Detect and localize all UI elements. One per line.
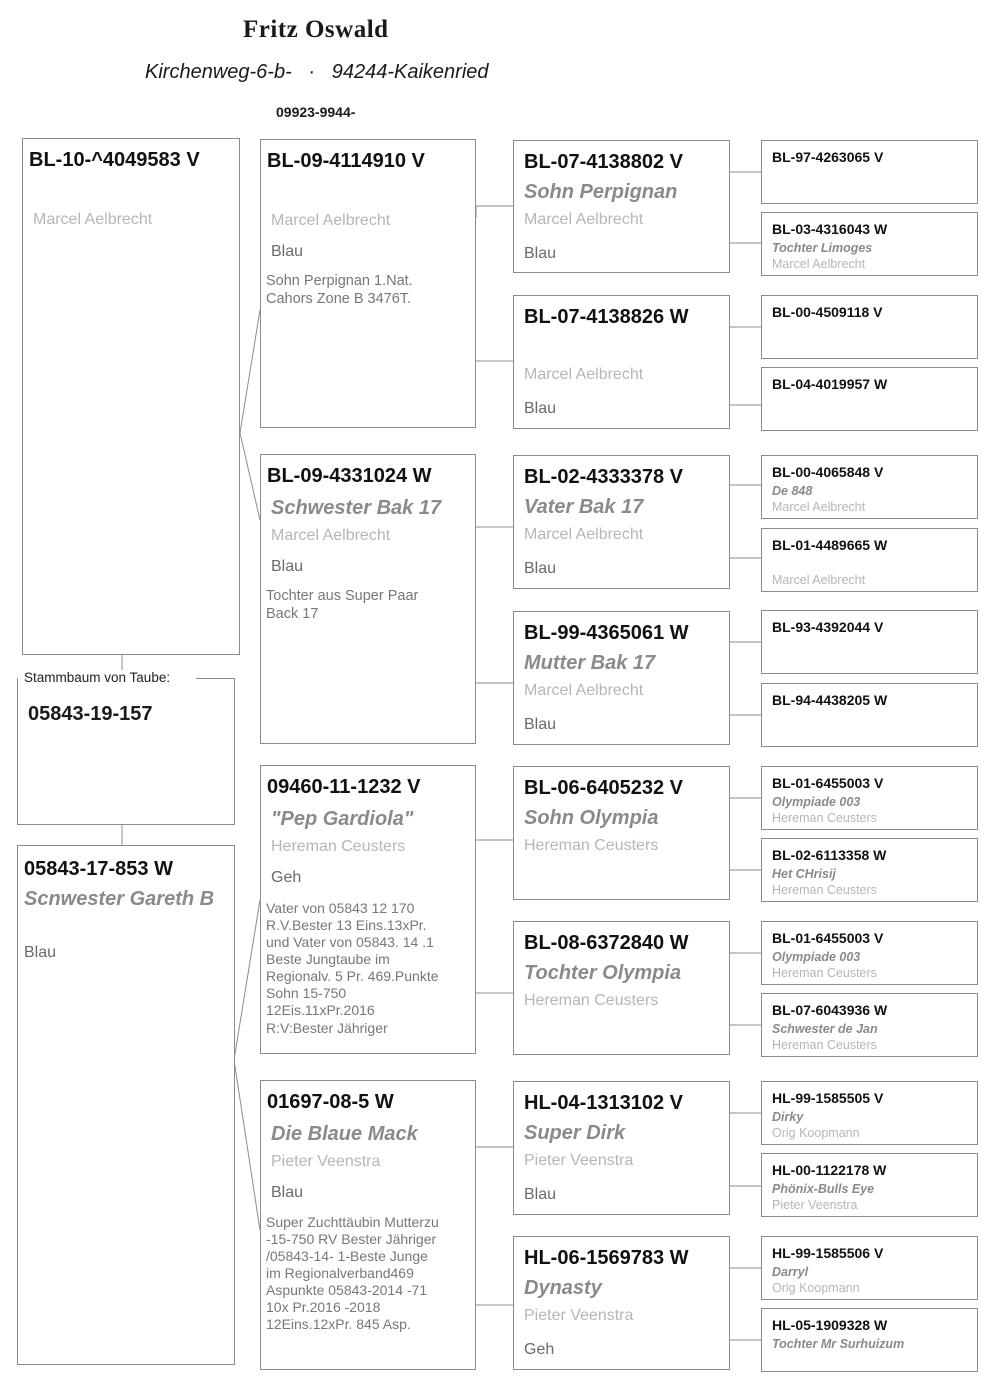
grandparent-breeder: Marcel Aelbrecht [271,527,391,544]
great-grandparent-name: Sohn Olympia [524,807,659,829]
grandparent-card [260,454,476,744]
owner-name: Fritz Oswald [243,16,389,43]
ancestor-breeder: Orig Koopmann [772,1126,860,1140]
ancestor-card [761,838,978,902]
ancestor-card [761,1153,978,1217]
ancestor-breeder: Marcel Aelbrecht [772,500,866,514]
ancestor-name: Darryl [772,1265,809,1279]
grandparent-breeder: Hereman Ceusters [271,838,406,855]
great-grandparent-name: Vater Bak 17 [524,496,644,518]
ancestor-name: De 848 [772,484,813,498]
ancestor-ring-number: HL-05-1909328 W [772,1317,888,1333]
great-grandparent-color: Blau [524,245,557,262]
ancestor-card [761,295,978,359]
great-grandparent-ring-number: HL-04-1313102 V [524,1092,683,1114]
ancestor-ring-number: HL-99-1585505 V [772,1090,884,1106]
great-grandparent-card [513,1236,730,1370]
great-grandparent-name: Mutter Bak 17 [524,652,656,674]
ancestor-breeder: Orig Koopmann [772,1281,860,1295]
great-grandparent-card [513,921,730,1055]
great-grandparent-ring-number: BL-06-6405232 V [524,777,683,799]
great-grandparent-breeder: Hereman Ceusters [524,837,659,854]
ancestor-ring-number: BL-97-4263065 V [772,149,884,165]
ancestor-card [761,993,978,1057]
great-grandparent-card [513,140,730,273]
great-grandparent-ring-number: BL-08-6372840 W [524,932,689,954]
ancestor-ring-number: BL-04-4019957 W [772,376,888,392]
ancestor-card [761,1308,978,1372]
grandparent-card [260,1080,476,1370]
ancestor-ring-number: BL-93-4392044 V [772,619,884,635]
ancestor-ring-number: BL-01-4489665 W [772,537,888,553]
dam-name: Scnwester Gareth B [24,888,215,910]
great-grandparent-color: Geh [524,1341,555,1358]
great-grandparent-ring-number: BL-07-4138826 W [524,306,689,328]
ancestor-name: Tochter Mr Surhuizum [772,1337,905,1351]
ancestor-card [761,766,978,830]
dam-card [17,845,235,1365]
great-grandparent-card [513,611,730,745]
great-grandparent-name: Dynasty [524,1277,602,1299]
grandparent-color: Blau [271,243,304,260]
grandparent-name: "Pep Gardiola" [271,808,414,830]
dam-ring-number: 05843-17-853 W [24,858,173,880]
ancestor-card [761,212,978,276]
great-grandparent-breeder: Marcel Aelbrecht [524,211,644,228]
grandparent-ring-number: BL-09-4114910 V [267,150,425,172]
great-grandparent-name: Sohn Perpignan [524,181,678,203]
great-grandparent-ring-number: BL-99-4365061 W [524,622,689,644]
great-grandparent-breeder: Pieter Veenstra [524,1307,634,1324]
grandparent-card [260,139,476,428]
great-grandparent-name: Super Dirk [524,1122,626,1144]
ancestor-ring-number: BL-94-4438205 W [772,692,888,708]
ancestor-card [761,610,978,674]
ancestor-breeder: Hereman Ceusters [772,811,877,825]
ancestor-name: Dirky [772,1110,804,1124]
ancestor-breeder: Hereman Ceusters [772,1038,877,1052]
great-grandparent-card [513,766,730,900]
ancestor-card [761,683,978,747]
great-grandparent-color: Blau [524,716,557,733]
grandparent-name: Schwester Bak 17 [271,497,442,519]
grandparent-notes: Sohn Perpignan 1.Nat. Cahors Zone B 3476T. [266,273,413,307]
great-grandparent-ring-number: BL-02-4333378 V [524,466,683,488]
ancestor-ring-number: BL-02-6113358 W [772,847,887,863]
ancestor-ring-number: HL-99-1585506 V [772,1245,884,1261]
ancestor-name: Phönix-Bulls Eye [772,1182,875,1196]
ancestor-card [761,140,978,204]
ancestor-name: Schwester de Jan [772,1022,878,1036]
great-grandparent-breeder: Pieter Veenstra [524,1152,634,1169]
great-grandparent-breeder: Marcel Aelbrecht [524,366,644,383]
ancestor-card [761,455,978,519]
ancestor-breeder: Pieter Veenstra [772,1198,858,1212]
subject-label: Stammbaum von Taube: [18,670,176,685]
ancestor-breeder: Marcel Aelbrecht [772,573,866,587]
great-grandparent-color: Blau [524,400,557,417]
subject-frame [17,678,235,825]
great-grandparent-card [513,455,730,589]
great-grandparent-color: Blau [524,1186,557,1203]
grandparent-color: Blau [271,1184,304,1201]
grandparent-notes: Tochter aus Super Paar Back 17 [266,588,419,622]
ancestor-ring-number: BL-07-6043936 W [772,1002,888,1018]
ancestor-breeder: Hereman Ceusters [772,883,877,897]
sire-ring-number: BL-10-^4049583 V [29,149,200,171]
ancestor-card [761,528,978,592]
ancestor-ring-number: HL-00-1122178 W [772,1162,887,1178]
grandparent-notes: Vater von 05843 12 170 R.V.Bester 13 Eins.13xPr. und Vater von 05843. 14 .1 Beste Jungtaube im Regionalv. 5 Pr. 469.Punkte Sohn 15-750 12Eis.11xPr.2016 R:V:Bester Jähriger [266,900,439,1036]
grandparent-breeder: Marcel Aelbrecht [271,212,391,229]
owner-address: Kirchenweg-6-b- · 94244-Kaikenried [145,61,489,83]
subject-ring-number: 05843-19-157 [28,703,153,725]
great-grandparent-name: Tochter Olympia [524,962,682,984]
ancestor-card [761,1081,978,1145]
great-grandparent-color: Blau [524,560,557,577]
ancestor-name: Het CHrisij [772,867,836,881]
ancestor-name: Olympiade 003 [772,950,861,964]
great-grandparent-card [513,295,730,429]
ancestor-breeder: Marcel Aelbrecht [772,257,866,271]
grandparent-notes: Super Zuchttäubin Mutterzu -15-750 RV Bester Jähriger /05843-14- 1-Beste Junge im Regionalverband469 Aspunkte 05843-2014 -71 10x Pr.2016 -2018 12Eins.12xPr. 845 Asp. [266,1214,439,1333]
grandparent-breeder: Pieter Veenstra [271,1153,381,1170]
grandparent-ring-number: 09460-11-1232 V [267,776,421,798]
ancestor-ring-number: BL-01-6455003 V [772,930,884,946]
great-grandparent-breeder: Marcel Aelbrecht [524,682,644,699]
ancestor-ring-number: BL-00-4065848 V [772,464,884,480]
ancestor-card [761,367,978,431]
ancestor-name: Olympiade 003 [772,795,861,809]
ancestor-ring-number: BL-00-4509118 V [772,304,883,320]
ancestor-ring-number: BL-03-4316043 W [772,221,888,237]
dam-color: Blau [24,944,57,961]
ancestor-name: Tochter Limoges [772,241,873,255]
subject-frame-edge [196,678,235,679]
grandparent-ring-number: 01697-08-5 W [267,1091,394,1113]
ancestor-ring-number: BL-01-6455003 V [772,775,884,791]
grandparent-card [260,765,476,1054]
ancestor-card [761,1236,978,1300]
great-grandparent-ring-number: BL-07-4138802 V [524,151,683,173]
sire-breeder: Marcel Aelbrecht [33,211,153,228]
owner-phone: 09923-9944- [276,104,356,120]
ancestor-breeder: Hereman Ceusters [772,966,877,980]
grandparent-color: Geh [271,869,302,886]
great-grandparent-card [513,1081,730,1215]
ancestor-card [761,921,978,985]
sire-card [22,138,240,655]
grandparent-ring-number: BL-09-4331024 W [267,465,432,487]
great-grandparent-breeder: Marcel Aelbrecht [524,526,644,543]
great-grandparent-ring-number: HL-06-1569783 W [524,1247,689,1269]
grandparent-color: Blau [271,558,304,575]
great-grandparent-breeder: Hereman Ceusters [524,992,659,1009]
grandparent-name: Die Blaue Mack [271,1123,418,1145]
